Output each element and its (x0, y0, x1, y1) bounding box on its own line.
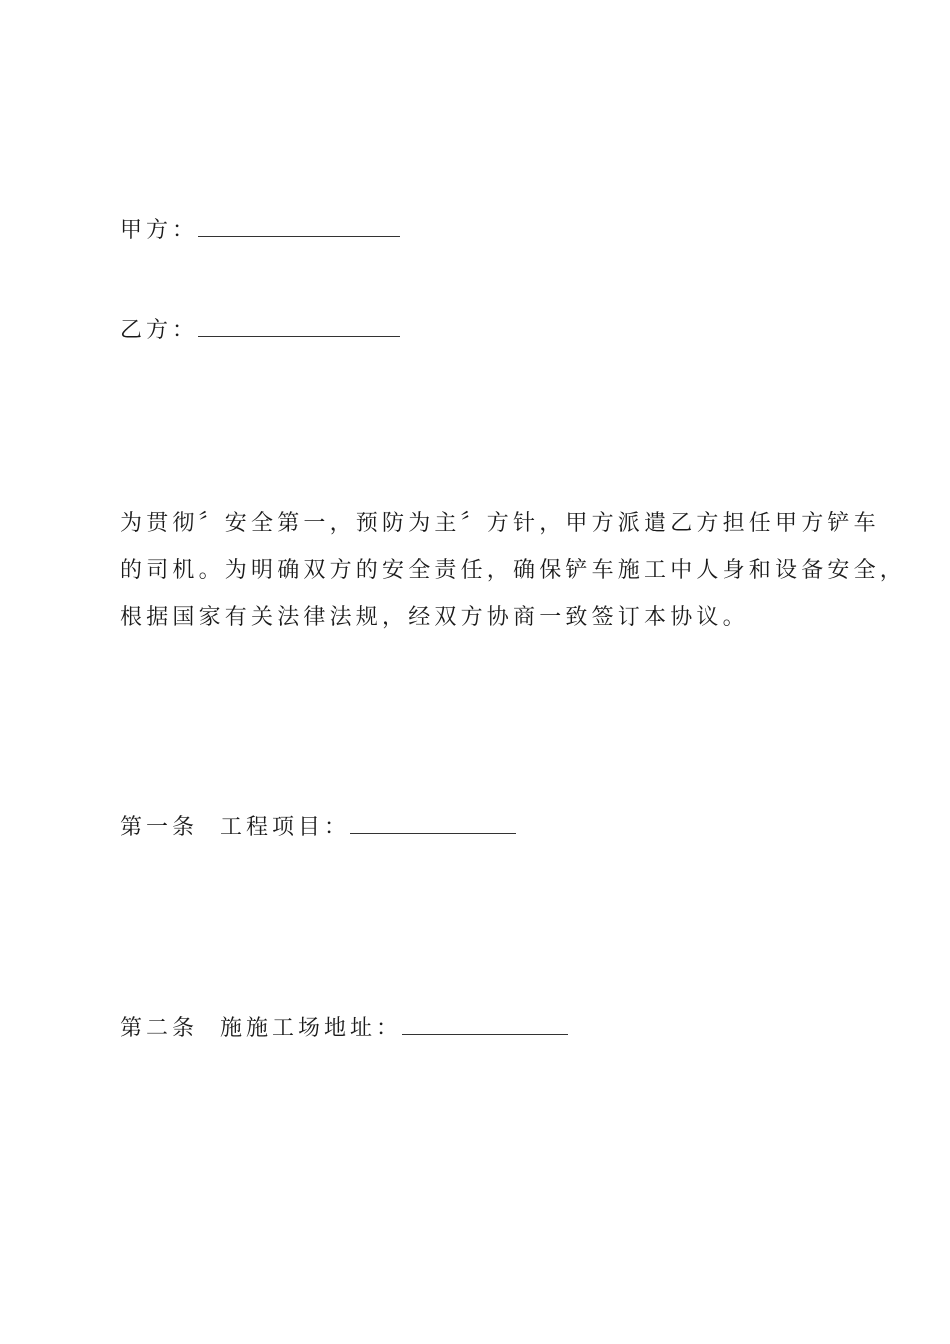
party-b-blank[interactable] (198, 316, 400, 337)
article-1-blank[interactable] (350, 813, 516, 834)
preamble-line-3: 根据国家有关法律法规，经双方协商一致签订本协议。 (120, 605, 749, 630)
party-b-label: 乙方： (120, 318, 199, 343)
party-a-label: 甲方： (120, 218, 199, 243)
preamble-line-2: 的司机。为明确双方的安全责任，确保铲车施工中人身和设备安全， (120, 558, 907, 583)
preamble-paragraph (120, 500, 907, 641)
party-b-line (120, 316, 400, 343)
article-2-line (120, 1014, 568, 1041)
article-2-blank[interactable] (402, 1014, 568, 1035)
article-2-number: 第二条 (120, 1016, 199, 1041)
party-a-blank[interactable] (198, 216, 400, 237)
preamble-line-1: 为贯彻〞安全第一，预防为主〞方针，甲方派遣乙方担任甲方铲车 (120, 511, 880, 536)
article-1-line (120, 813, 516, 840)
article-1-title: 工程项目： (220, 815, 351, 840)
party-a-line (120, 216, 400, 243)
article-2-title: 施施工场地址： (220, 1016, 403, 1041)
article-1-number: 第一条 (120, 815, 199, 840)
